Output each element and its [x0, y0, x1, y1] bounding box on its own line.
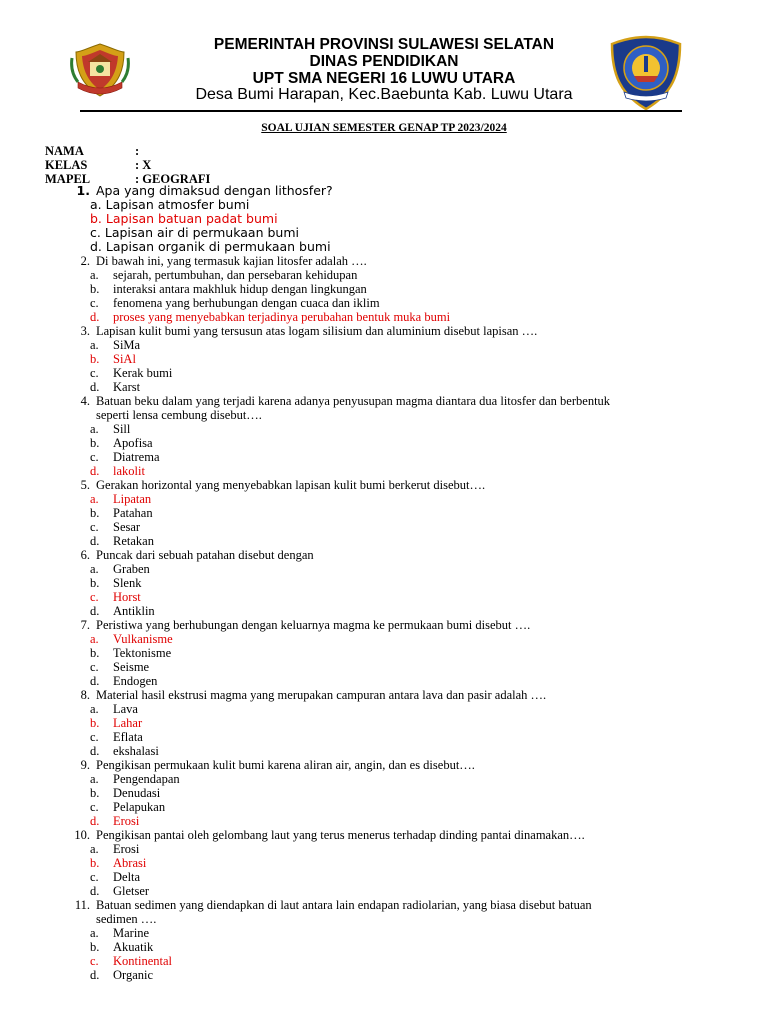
identity-value: : X	[135, 158, 152, 172]
header-divider	[80, 110, 682, 112]
answer-option	[60, 702, 720, 716]
question-item	[60, 254, 720, 324]
question-text: Batuan beku dalam yang terjadi karena adanya penyusupan magma diantara dua litosfer dan berbentuk	[96, 394, 611, 408]
answer-option-correct	[60, 464, 720, 478]
answer-option	[60, 520, 720, 534]
question-item	[60, 688, 720, 758]
question-item	[60, 184, 720, 254]
answer-option	[60, 772, 720, 786]
answer-option-correct	[60, 492, 720, 506]
option-letter: b.	[90, 716, 100, 730]
question-text: Gerakan horizontal yang menyebabkan lapisan kulit bumi berkerut disebut….	[96, 478, 486, 492]
option-text: Patahan	[113, 506, 153, 520]
question-number-text: 9.	[80, 758, 90, 772]
option-letter: a.	[90, 338, 99, 352]
question-line	[60, 408, 720, 422]
option-letter: d.	[90, 239, 102, 254]
question-number	[60, 898, 90, 912]
option-letter: c.	[90, 225, 101, 240]
identity-row	[45, 144, 210, 158]
question-text: Pengikisan permukaan kulit bumi karena aliran air, angin, dan es disebut….	[96, 758, 475, 772]
question-line	[60, 618, 720, 632]
answer-option	[60, 870, 720, 884]
question-line	[60, 324, 720, 338]
option-letter: a.	[90, 422, 99, 436]
question-line	[60, 394, 720, 408]
option-text: Kerak bumi	[113, 366, 173, 380]
question-number	[60, 912, 90, 926]
option-letter: c.	[90, 660, 99, 674]
question-number-text: 2.	[80, 254, 90, 268]
option-text: Karst	[113, 380, 141, 394]
answer-option	[60, 800, 720, 814]
question-item	[60, 898, 720, 982]
question-list	[60, 184, 720, 982]
answer-option	[60, 366, 720, 380]
option-text: ekshalasi	[113, 744, 159, 758]
question-number-text: 10.	[74, 828, 90, 842]
option-text: Lahar	[113, 716, 143, 730]
option-text: Lapisan atmosfer bumi	[105, 197, 250, 212]
option-letter: b.	[90, 506, 100, 520]
question-number	[60, 254, 90, 268]
option-letter: d.	[90, 744, 100, 758]
answer-option	[60, 240, 720, 254]
option-letter: b.	[90, 576, 100, 590]
answer-option	[60, 422, 720, 436]
option-letter: b.	[90, 211, 102, 226]
option-text: Abrasi	[113, 856, 147, 870]
question-text: Peristiwa yang berhubungan dengan keluarnya magma ke permukaan bumi disebut ….	[96, 618, 531, 632]
question-number	[60, 548, 90, 562]
option-text: interaksi antara makhluk hidup dengan lingkungan	[113, 282, 367, 296]
option-letter: a.	[90, 702, 99, 716]
option-letter: b.	[90, 646, 100, 660]
answer-option	[60, 646, 720, 660]
option-letter: d.	[90, 968, 100, 982]
option-letter: b.	[90, 282, 100, 296]
option-text: Retakan	[113, 534, 154, 548]
option-text: Seisme	[113, 660, 150, 674]
answer-option	[60, 380, 720, 394]
option-text: Denudasi	[113, 786, 161, 800]
option-letter: c.	[90, 730, 99, 744]
answer-option	[60, 282, 720, 296]
option-text: lakolit	[113, 464, 145, 478]
option-text: Marine	[113, 926, 150, 940]
option-letter: d.	[90, 814, 100, 828]
question-number-text: 3.	[80, 324, 90, 338]
option-text: Antiklin	[113, 604, 155, 618]
answer-option	[60, 296, 720, 310]
option-letter: a.	[90, 842, 99, 856]
question-number-text: 7.	[80, 618, 90, 632]
identity-label: MAPEL	[45, 172, 91, 186]
header-line-government: PEMERINTAH PROVINSI SULAWESI SELATAN	[213, 36, 555, 53]
option-text: Akuatik	[113, 940, 154, 954]
question-item	[60, 758, 720, 828]
question-item	[60, 548, 720, 618]
question-number	[60, 184, 90, 198]
question-text: Puncak dari sebuah patahan disebut dengan	[96, 548, 314, 562]
answer-option	[60, 506, 720, 520]
provincial-crest-icon	[68, 38, 132, 102]
question-number	[60, 758, 90, 772]
option-text: Sesar	[113, 520, 141, 534]
question-line	[60, 898, 720, 912]
question-text: seperti lensa cembung disebut….	[96, 408, 262, 422]
option-letter: d.	[90, 310, 100, 324]
answer-option-correct	[60, 632, 720, 646]
option-letter: d.	[90, 534, 100, 548]
question-line	[60, 254, 720, 268]
option-letter: d.	[90, 604, 100, 618]
answer-option-correct	[60, 352, 720, 366]
answer-option	[60, 660, 720, 674]
option-text: Gletser	[113, 884, 150, 898]
header-line-school: UPT SMA NEGERI 16 LUWU UTARA	[252, 70, 516, 87]
question-number	[60, 688, 90, 702]
option-text: Apofisa	[113, 436, 153, 450]
option-text: Graben	[113, 562, 150, 576]
option-text: Tektonisme	[113, 646, 172, 660]
answer-option	[60, 940, 720, 954]
option-letter: d.	[90, 674, 100, 688]
option-text: Delta	[113, 870, 141, 884]
identity-value: : GEOGRAFI	[135, 172, 211, 186]
option-text: Organic	[113, 968, 154, 982]
option-letter: b.	[90, 856, 100, 870]
question-number-text: 8.	[80, 688, 90, 702]
student-identity	[45, 144, 210, 186]
answer-option	[60, 198, 720, 212]
option-letter: a.	[90, 772, 99, 786]
question-text: Batuan sedimen yang diendapkan di laut antara lain endapan radiolarian, yang biasa disebut batuan	[96, 898, 592, 912]
option-letter: b.	[90, 786, 100, 800]
answer-option	[60, 562, 720, 576]
letterhead	[0, 34, 768, 114]
answer-option	[60, 338, 720, 352]
question-number	[60, 618, 90, 632]
question-number-text: 5.	[80, 478, 90, 492]
option-text: Lapisan organik di permukaan bumi	[105, 239, 331, 254]
question-number	[60, 408, 90, 422]
question-number-text: 11.	[74, 898, 90, 912]
option-text: SiMa	[113, 338, 141, 352]
option-letter: d.	[90, 464, 100, 478]
option-text: Erosi	[113, 842, 140, 856]
answer-option	[60, 842, 720, 856]
question-text: Material hasil ekstrusi magma yang merupakan campuran antara lava dan pasir adalah ….	[96, 688, 547, 702]
option-text: Lapisan batuan padat bumi	[105, 211, 278, 226]
question-number-text: 6.	[80, 548, 90, 562]
answer-option	[60, 226, 720, 240]
option-letter: c.	[90, 296, 99, 310]
answer-option	[60, 786, 720, 800]
exam-title: SOAL UJIAN SEMESTER GENAP TP 2023/2024	[261, 122, 507, 134]
question-line	[60, 828, 720, 842]
question-item	[60, 394, 720, 478]
option-text: Kontinental	[113, 954, 173, 968]
question-line	[60, 184, 720, 198]
question-text: Di bawah ini, yang termasuk kajian litosfer adalah ….	[96, 254, 367, 268]
option-letter: c.	[90, 870, 99, 884]
answer-option	[60, 730, 720, 744]
option-letter: b.	[90, 940, 100, 954]
question-line	[60, 688, 720, 702]
option-letter: a.	[90, 632, 99, 646]
option-letter: d.	[90, 380, 100, 394]
option-letter: c.	[90, 366, 99, 380]
option-text: SiAl	[113, 352, 136, 366]
question-text: sedimen ….	[96, 912, 157, 926]
option-text: Endogen	[113, 674, 158, 688]
school-shield-icon	[606, 34, 686, 112]
answer-option	[60, 968, 720, 982]
question-number	[60, 828, 90, 842]
question-number	[60, 478, 90, 492]
identity-value: :	[135, 144, 140, 158]
option-letter: d.	[90, 884, 100, 898]
option-text: Sill	[113, 422, 131, 436]
question-item	[60, 618, 720, 688]
answer-option	[60, 576, 720, 590]
answer-option-correct	[60, 716, 720, 730]
option-letter: c.	[90, 954, 99, 968]
answer-option-correct	[60, 212, 720, 226]
option-letter: c.	[90, 520, 99, 534]
option-letter: a.	[90, 492, 99, 506]
question-text: Apa yang dimaksud dengan lithosfer?	[96, 183, 333, 198]
option-text: Diatrema	[113, 450, 160, 464]
question-line	[60, 912, 720, 926]
option-text: Lapisan air di permukaan bumi	[104, 225, 299, 240]
question-line	[60, 478, 720, 492]
option-letter: c.	[90, 800, 99, 814]
identity-label: NAMA	[45, 144, 84, 158]
answer-option	[60, 674, 720, 688]
option-text: Horst	[113, 590, 141, 604]
question-text: Lapisan kulit bumi yang tersusun atas logam silisium dan aluminium disebut lapisan ….	[96, 324, 538, 338]
answer-option-correct	[60, 954, 720, 968]
question-number-text: 1.	[76, 183, 90, 198]
answer-option	[60, 268, 720, 282]
answer-option-correct	[60, 814, 720, 828]
option-text: Vulkanisme	[113, 632, 173, 646]
option-text: sejarah, pertumbuhan, dan persebaran kehidupan	[113, 268, 358, 282]
option-text: Erosi	[113, 814, 140, 828]
option-text: Slenk	[113, 576, 142, 590]
answer-option	[60, 436, 720, 450]
option-text: Eflata	[113, 730, 143, 744]
question-line	[60, 548, 720, 562]
option-letter: b.	[90, 436, 100, 450]
answer-option-correct	[60, 590, 720, 604]
answer-option-correct	[60, 856, 720, 870]
answer-option	[60, 604, 720, 618]
option-letter: a.	[90, 926, 99, 940]
answer-option	[60, 926, 720, 940]
answer-option	[60, 534, 720, 548]
option-text: Lava	[113, 702, 138, 716]
option-text: Pelapukan	[113, 800, 166, 814]
option-text: fenomena yang berhubungan dengan cuaca dan iklim	[113, 296, 380, 310]
header-line-address: Desa Bumi Harapan, Kec.Baebunta Kab. Luwu Utara	[195, 86, 573, 103]
identity-row	[45, 158, 210, 172]
identity-label: KELAS	[45, 158, 88, 172]
question-item	[60, 828, 720, 898]
option-letter: b.	[90, 352, 100, 366]
option-letter: c.	[90, 450, 99, 464]
question-item	[60, 324, 720, 394]
question-number	[60, 324, 90, 338]
option-text: proses yang menyebabkan terjadinya perubahan bentuk muka bumi	[113, 310, 451, 324]
header-line-department: DINAS PENDIDIKAN	[309, 53, 459, 70]
question-number-text: 4.	[80, 394, 90, 408]
option-text: Lipatan	[113, 492, 152, 506]
question-number	[60, 394, 90, 408]
answer-option	[60, 884, 720, 898]
option-letter: a.	[90, 562, 99, 576]
option-letter: c.	[90, 590, 99, 604]
question-item	[60, 478, 720, 548]
question-text: Pengikisan pantai oleh gelombang laut yang terus menerus terhadap dinding pantai dinamakan….	[96, 828, 585, 842]
answer-option-correct	[60, 310, 720, 324]
answer-option	[60, 450, 720, 464]
option-text: Pengendapan	[113, 772, 180, 786]
option-letter: a.	[90, 197, 102, 212]
answer-option	[60, 744, 720, 758]
option-letter: a.	[90, 268, 99, 282]
question-line	[60, 758, 720, 772]
